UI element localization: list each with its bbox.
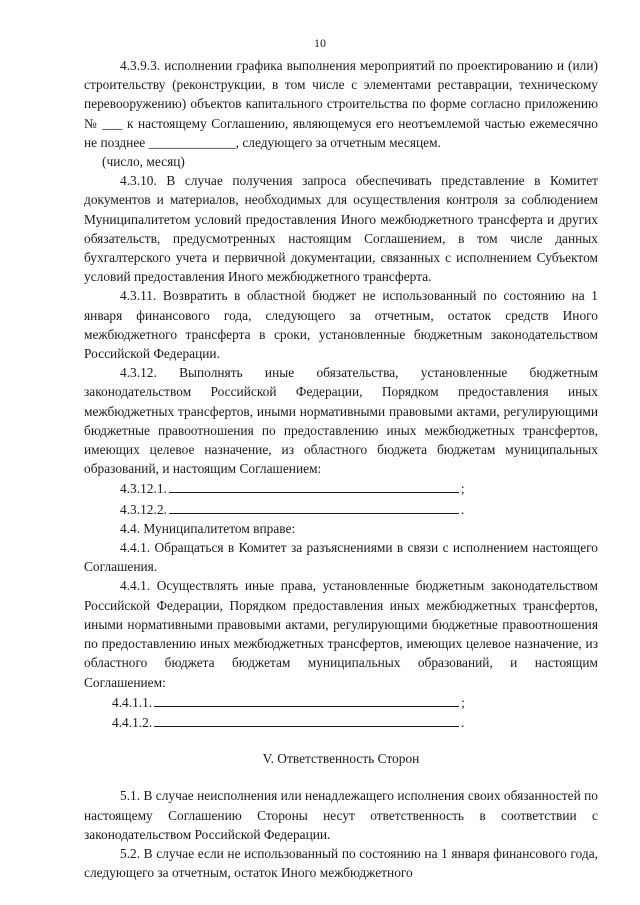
clause-4-4-1-2-end: . (461, 714, 465, 730)
section-v-title: V. Ответственность Сторон (262, 751, 420, 767)
clause-4-4: 4.4. Муниципалитетом вправе: (120, 520, 296, 536)
clause-4-4-1-2-label: 4.4.1.2. (112, 714, 153, 730)
clause-4-3-12-1-end: ; (460, 481, 465, 497)
page-number: 10 (314, 36, 326, 50)
clause-4-4-1-1 (84, 692, 598, 712)
clause-4-3-12-2-label: 4.3.12.2. (120, 501, 167, 517)
clause-4-3-12-1 (84, 478, 598, 498)
clause-4-3-12-2 (84, 499, 598, 519)
clause-4-3-9-3: 4.3.9.3. исполнении графика выполнения мероприятий по проектированию и (или) строительству (реконструкции, в том числе с элементами реставрации, техническому перевооружению) объектов капитального строительства по форме согласно приложению № ___ к настоящему Соглашению, являющемуся его неотъемлемой частью ежемесячно не позднее _____________, следующего за отчетным месяцем. (84, 58, 598, 150)
clause-4-4-1-1-end: ; (461, 694, 465, 710)
fill-blank-4-4-1-1 (154, 692, 459, 707)
clause-5-1: 5.1. В случае неисполнения или ненадлежащего исполнения своих обязанностей по настоящему Соглашению Стороны несут ответственность в соответствии с законодательством Российской Федерации. (84, 788, 598, 842)
clause-4-3-11: 4.3.11. Возвратить в областной бюджет не использованный по состоянию на 1 января финансового года, следующего за отчетным, остаток средств Иного межбюджетного трансферта в сроки, установленные бюджетным законодательством Российской Федерации. (84, 288, 598, 362)
clause-4-4-1: 4.4.1. Обращаться в Комитет за разъяснениями в связи с исполнением настоящего Соглашения. (84, 540, 598, 575)
clause-4-3-12: 4.3.12. Выполнять иные обязательства, установленные бюджетным законодательством Российской Федерации, Порядком предоставления иных межбюджетных трансфертов, иными нормативными правовыми актами, регулирующими бюджетные правоотношения по предоставлению иных межбюджетных трансфертов, имеющих целевое назначение, из областного бюджета бюджетам муниципальных образований, и настоящим Соглашением: (84, 365, 598, 477)
clause-4-4-1-2 (84, 712, 598, 732)
clause-4-4-1-other-rights: 4.4.1. Осуществлять иные права, установленные бюджетным законодательством Российской Федерации, Порядком предоставления иных межбюджетных трансфертов, иными нормативными правовыми актами, регулирующими бюджетные правоотношения по предоставлению иных межбюджетных трансфертов, имеющих целевое назначение, из областного бюджета бюджетам муниципальных образований, и настоящим Соглашением: (84, 578, 598, 690)
clause-4-3-12-2-end: . (460, 501, 465, 517)
clause-5-2: 5.2. В случае если не использованный по состоянию на 1 января финансового года, следующего за отчетным, остаток Иного межбюджетного (84, 845, 598, 881)
clause-4-3-12-1-label: 4.3.12.1. (120, 481, 167, 497)
clause-4-4-1-1-label: 4.4.1.1. (112, 694, 153, 710)
clause-4-3-9-3-note: (число, месяц) (102, 154, 185, 170)
fill-blank-4-3-12-2 (169, 499, 459, 514)
fill-blank-4-3-12-1 (169, 478, 459, 493)
fill-blank-4-4-1-2 (154, 712, 459, 727)
clause-4-3-10: 4.3.10. В случае получения запроса обеспечивать представление в Комитет документов и материалов, необходимых для осуществления контроля за соблюдением Муниципалитетом условий предоставления Иного межбюджетного трансферта и других обязательств, предусмотренных настоящим Соглашением, в том числе данных бухгалтерского учета и первичной документации, связанных с исполнением Субъектом условий предоставления Иного межбюджетного трансферта. (84, 173, 598, 285)
